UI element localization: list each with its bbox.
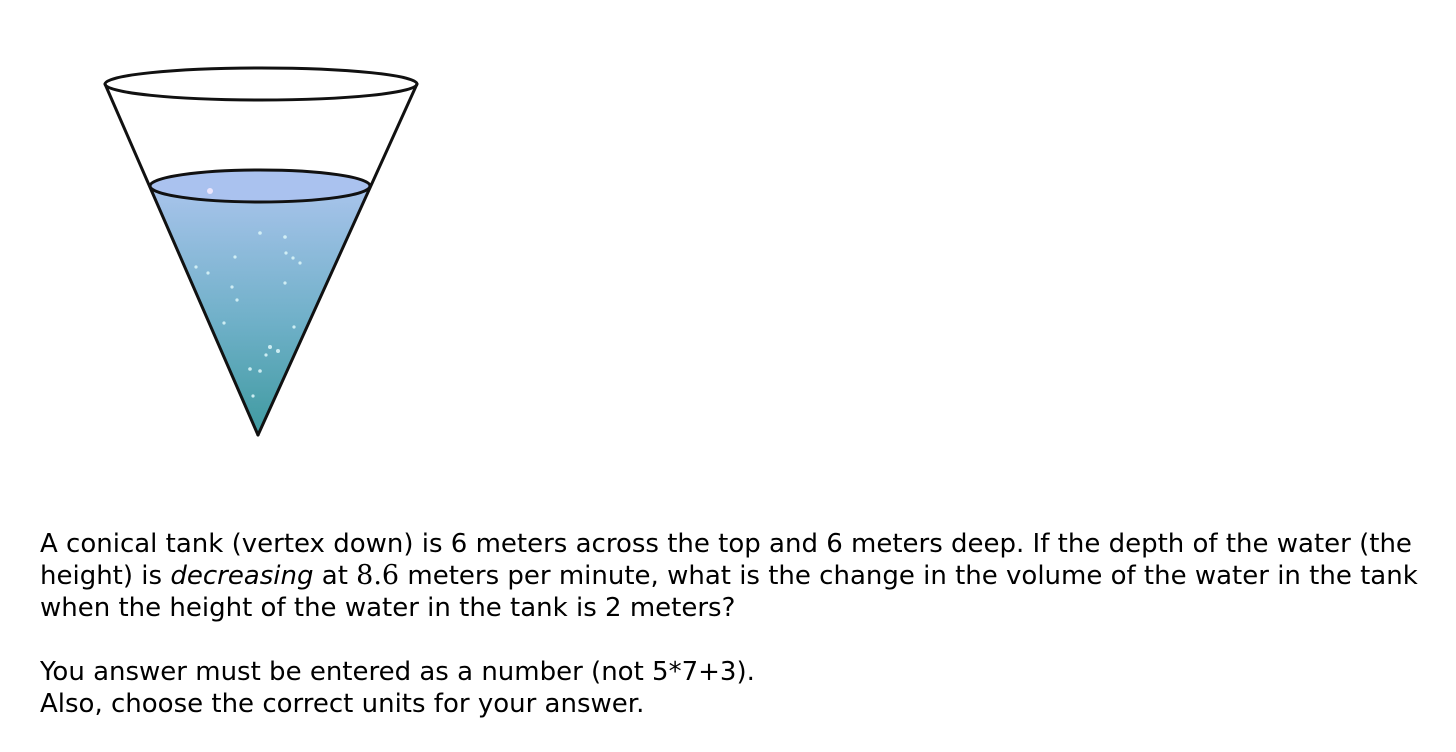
problem-text bbox=[40, 528, 1430, 720]
water-surface bbox=[150, 170, 370, 202]
cone-top-rim bbox=[105, 68, 417, 100]
conical-tank-figure bbox=[90, 55, 435, 445]
question-part1: A conical tank (vertex down) is 6 meters across the top and 6 meters deep. If the depth of the water (the height) is bbox=[40, 529, 1412, 591]
paragraph-spacer bbox=[40, 624, 1430, 656]
water-volume bbox=[150, 185, 370, 435]
rate-value: 8.6 bbox=[356, 560, 400, 591]
question-paragraph bbox=[40, 528, 1430, 624]
question-part3: meters per minute, what is the change in the volume of the water in the tank when the height of the water in the tank is 2 meters? bbox=[40, 561, 1418, 623]
question-emphasis: decreasing bbox=[170, 561, 314, 591]
conical-tank-icon bbox=[90, 55, 435, 445]
instruction-line-2: Also, choose the correct units for your answer. bbox=[40, 689, 645, 719]
question-part2: at bbox=[313, 561, 357, 591]
instruction-line-1: You answer must be entered as a number (not 5*7+3). bbox=[40, 657, 755, 687]
